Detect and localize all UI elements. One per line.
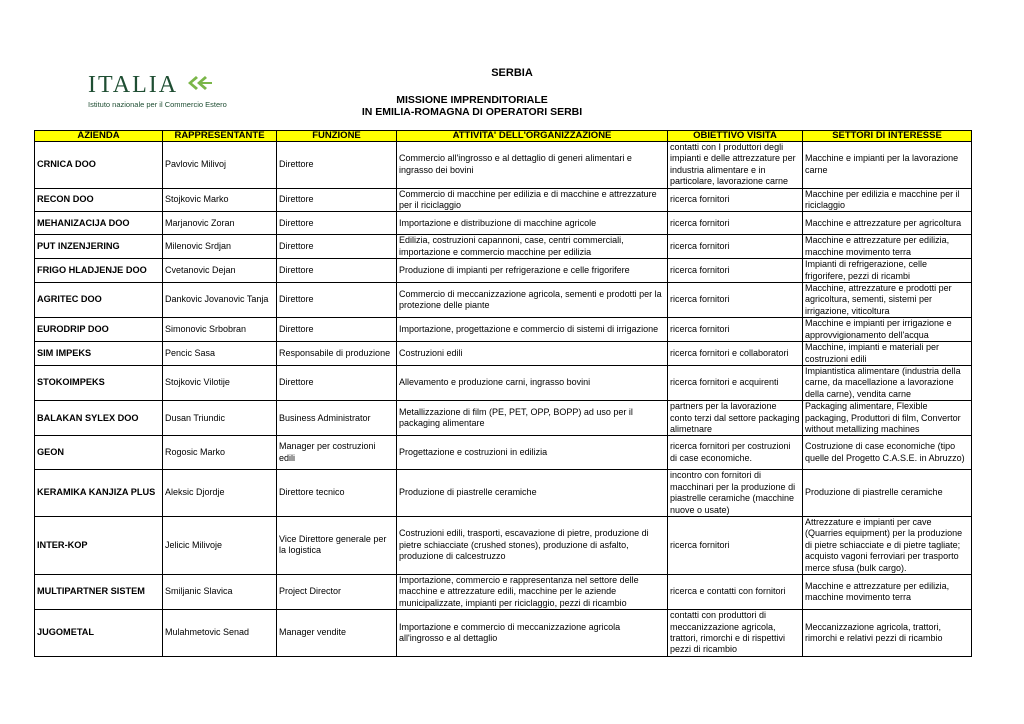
cell-rappresentante: Mulahmetovic Senad <box>163 610 277 657</box>
page-title: SERBIA <box>491 67 533 79</box>
cell-rappresentante: Pavlovic Milivoj <box>163 142 277 189</box>
cell-rappresentante: Dusan Triundic <box>163 401 277 436</box>
table-row <box>35 259 972 283</box>
cell-settori: Packaging alimentare, Flexible packaging, Produttori di film, Convertor without metallizing machines <box>803 401 972 436</box>
cell-rappresentante: Stojkovic Vilotije <box>163 365 277 400</box>
cell-azienda: RECON DOO <box>35 188 163 212</box>
cell-azienda: BALAKAN SYLEX DOO <box>35 401 163 436</box>
table-body <box>35 142 972 657</box>
cell-rappresentante: Marjanovic Zoran <box>163 212 277 235</box>
header-settori: SETTORI DI INTERESSE <box>803 131 972 142</box>
cell-rappresentante: Jelicic Milivoje <box>163 516 277 574</box>
table-row <box>35 470 972 517</box>
table-row <box>35 283 972 318</box>
cell-settori: Costruzione di case economiche (tipo quelle del Progetto C.A.S.E. in Abruzzo) <box>803 436 972 470</box>
cell-obiettivo: contatti con I produttori degli impianti e delle attrezzature per industria alimentare e in particolare, lavorazione carne <box>668 142 803 189</box>
header-attivita: ATTIVITA' DELL'ORGANIZZAZIONE <box>397 131 668 142</box>
cell-azienda: SIM IMPEKS <box>35 342 163 366</box>
cell-rappresentante: Pencic Sasa <box>163 342 277 366</box>
cell-attivita: Metallizzazione di film (PE, PET, OPP, BOPP) ad uso per il packaging alimentare <box>397 401 668 436</box>
cell-settori: Produzione di piastrelle ceramiche <box>803 470 972 517</box>
cell-azienda: MEHANIZACIJA DOO <box>35 212 163 235</box>
cell-azienda: JUGOMETAL <box>35 610 163 657</box>
cell-obiettivo: ricerca e contatti con fornitori <box>668 575 803 610</box>
cell-rappresentante: Smiljanic Slavica <box>163 575 277 610</box>
cell-settori: Macchine, impianti e materiali per costruzioni edili <box>803 342 972 366</box>
cell-settori: Macchine e attrezzature per edilizia, macchine movimento terra <box>803 575 972 610</box>
cell-funzione: Direttore <box>277 318 397 342</box>
table-row <box>35 365 972 400</box>
cell-azienda: EURODRIP DOO <box>35 318 163 342</box>
cell-funzione: Direttore <box>277 212 397 235</box>
cell-funzione: Project Director <box>277 575 397 610</box>
table-row <box>35 401 972 436</box>
cell-attivita: Costruzioni edili <box>397 342 668 366</box>
cell-settori: Macchine, attrezzature e prodotti per agricoltura, sementi, sistemi per irrigazione, viticoltura <box>803 283 972 318</box>
table-row <box>35 142 972 189</box>
cell-azienda: AGRITEC DOO <box>35 283 163 318</box>
table-header-row <box>35 131 972 142</box>
cell-azienda: STOKOIMPEKS <box>35 365 163 400</box>
cell-rappresentante: Cvetanovic Dejan <box>163 259 277 283</box>
table-row <box>35 610 972 657</box>
cell-settori: Macchine e impianti per irrigazione e approvvigionamento dell'acqua <box>803 318 972 342</box>
cell-settori: Macchine e impianti per la lavorazione carne <box>803 142 972 189</box>
header-azienda: AZIENDA <box>35 131 163 142</box>
cell-obiettivo: ricerca fornitori <box>668 516 803 574</box>
header-funzione: FUNZIONE <box>277 131 397 142</box>
cell-attivita: Edilizia, costruzioni capannoni, case, centri commerciali, importazione e commercio macchine per edilizia <box>397 235 668 259</box>
cell-funzione: Direttore <box>277 142 397 189</box>
cell-funzione: Business Administrator <box>277 401 397 436</box>
cell-azienda: FRIGO HLADJENJE DOO <box>35 259 163 283</box>
cell-obiettivo: ricerca fornitori per costruzioni di case economiche. <box>668 436 803 470</box>
cell-funzione: Responsabile di produzione <box>277 342 397 366</box>
cell-obiettivo: ricerca fornitori e collaboratori <box>668 342 803 366</box>
cell-rappresentante: Rogosic Marko <box>163 436 277 470</box>
cell-funzione: Manager vendite <box>277 610 397 657</box>
cell-funzione: Direttore <box>277 188 397 212</box>
cell-attivita: Produzione di impianti per refrigerazione e celle frigorifere <box>397 259 668 283</box>
cell-obiettivo: ricerca fornitori <box>668 235 803 259</box>
cell-obiettivo: ricerca fornitori e acquirenti <box>668 365 803 400</box>
cell-obiettivo: ricerca fornitori <box>668 188 803 212</box>
cell-rappresentante: Aleksic Djordje <box>163 470 277 517</box>
cell-attivita: Commercio di meccanizzazione agricola, sementi e prodotti per la protezione delle piante <box>397 283 668 318</box>
cell-rappresentante: Stojkovic Marko <box>163 188 277 212</box>
table-row <box>35 318 972 342</box>
page-subtitle-1: MISSIONE IMPRENDITORIALE <box>396 94 548 106</box>
table-row <box>35 436 972 470</box>
cell-attivita: Importazione e distribuzione di macchine agricole <box>397 212 668 235</box>
cell-funzione: Direttore <box>277 259 397 283</box>
cell-obiettivo: ricerca fornitori <box>668 283 803 318</box>
cell-attivita: Commercio di macchine per edilizia e di macchine e attrezzature per il riciclaggio <box>397 188 668 212</box>
table-row <box>35 188 972 212</box>
cell-attivita: Importazione, commercio e rappresentanza nel settore delle macchine e attrezzature edili, macchine per le aziende municipalizzate, impianti per riciclaggio, pezzi di ricambio <box>397 575 668 610</box>
cell-attivita: Costruzioni edili, trasporti, escavazione di pietre, produzione di pietre schiacciate (crushed stones), produzione di asfalto, produzione di calcestruzzo <box>397 516 668 574</box>
cell-rappresentante: Milenovic Srdjan <box>163 235 277 259</box>
cell-settori: Macchine e attrezzature per edilizia, macchine movimento terra <box>803 235 972 259</box>
cell-azienda: MULTIPARTNER SISTEM <box>35 575 163 610</box>
cell-settori: Macchine e attrezzature per agricoltura <box>803 212 972 235</box>
cell-obiettivo: partners per la lavorazione conto terzi dal settore packaging alimetnare <box>668 401 803 436</box>
cell-attivita: Importazione e commercio di meccanizzazione agricola all'ingrosso e al dettaglio <box>397 610 668 657</box>
cell-azienda: INTER-KOP <box>35 516 163 574</box>
cell-obiettivo: ricerca fornitori <box>668 259 803 283</box>
cell-settori: Macchine per edilizia e macchine per il riciclaggio <box>803 188 972 212</box>
logo-subtitle: Istituto nazionale per il Commercio Estero <box>88 100 227 109</box>
cell-funzione: Direttore <box>277 235 397 259</box>
cell-attivita: Allevamento e produzione carni, ingrasso bovini <box>397 365 668 400</box>
cell-obiettivo: ricerca fornitori <box>668 318 803 342</box>
cell-azienda: GEON <box>35 436 163 470</box>
cell-azienda: KERAMIKA KANJIZA PLUS <box>35 470 163 517</box>
cell-azienda: PUT INZENJERING <box>35 235 163 259</box>
table-row <box>35 516 972 574</box>
cell-attivita: Commercio all'ingrosso e al dettaglio di generi alimentari e ingrasso dei bovini <box>397 142 668 189</box>
header-obiettivo: OBIETTIVO VISITA <box>668 131 803 142</box>
logo-wordmark: ITALIA <box>88 72 179 98</box>
cell-rappresentante: Simonovic Srbobran <box>163 318 277 342</box>
cell-settori: Impiantistica alimentare (industria della carne, da macellazione a lavorazione della carne), vendita carne <box>803 365 972 400</box>
cell-azienda: CRNICA DOO <box>35 142 163 189</box>
cell-obiettivo: ricerca fornitori <box>668 212 803 235</box>
cell-funzione: Manager per costruzioni edili <box>277 436 397 470</box>
header-rappresentante: RAPPRESENTANTE <box>163 131 277 142</box>
operators-table <box>34 130 972 657</box>
table-row <box>35 212 972 235</box>
table-row <box>35 235 972 259</box>
cell-rappresentante: Dankovic Jovanovic Tanja <box>163 283 277 318</box>
cell-funzione: Direttore <box>277 365 397 400</box>
cell-attivita: Progettazione e costruzioni in edilizia <box>397 436 668 470</box>
cell-attivita: Produzione di piastrelle ceramiche <box>397 470 668 517</box>
cell-funzione: Direttore <box>277 283 397 318</box>
cell-funzione: Vice Direttore generale per la logistica <box>277 516 397 574</box>
table-row <box>35 575 972 610</box>
cell-obiettivo: incontro con fornitori di macchinari per la produzione di piastrelle ceramiche (macchine nuove o usate) <box>668 470 803 517</box>
cell-obiettivo: contatti con produttori di meccanizzazione agricola, trattori, rimorchi e di rispettivi pezzi di ricambio <box>668 610 803 657</box>
cell-settori: Attrezzature e impianti per cave (Quarries equipment) per la produzione di pietre schiacciate e di pietre tagliate; acquisto vagoni ferroviari per trasporto merce sfusa (bulk cargo). <box>803 516 972 574</box>
cell-settori: Impianti di refrigerazione, celle frigorifere, pezzi di ricambi <box>803 259 972 283</box>
cell-funzione: Direttore tecnico <box>277 470 397 517</box>
table-row <box>35 342 972 366</box>
cell-attivita: Importazione, progettazione e commercio di sistemi di irrigazione <box>397 318 668 342</box>
cell-settori: Meccanizzazione agricola, trattori, rimorchi e relativi pezzi di ricambio <box>803 610 972 657</box>
page-subtitle-2: IN EMILIA-ROMAGNA DI OPERATORI SERBI <box>361 106 583 118</box>
